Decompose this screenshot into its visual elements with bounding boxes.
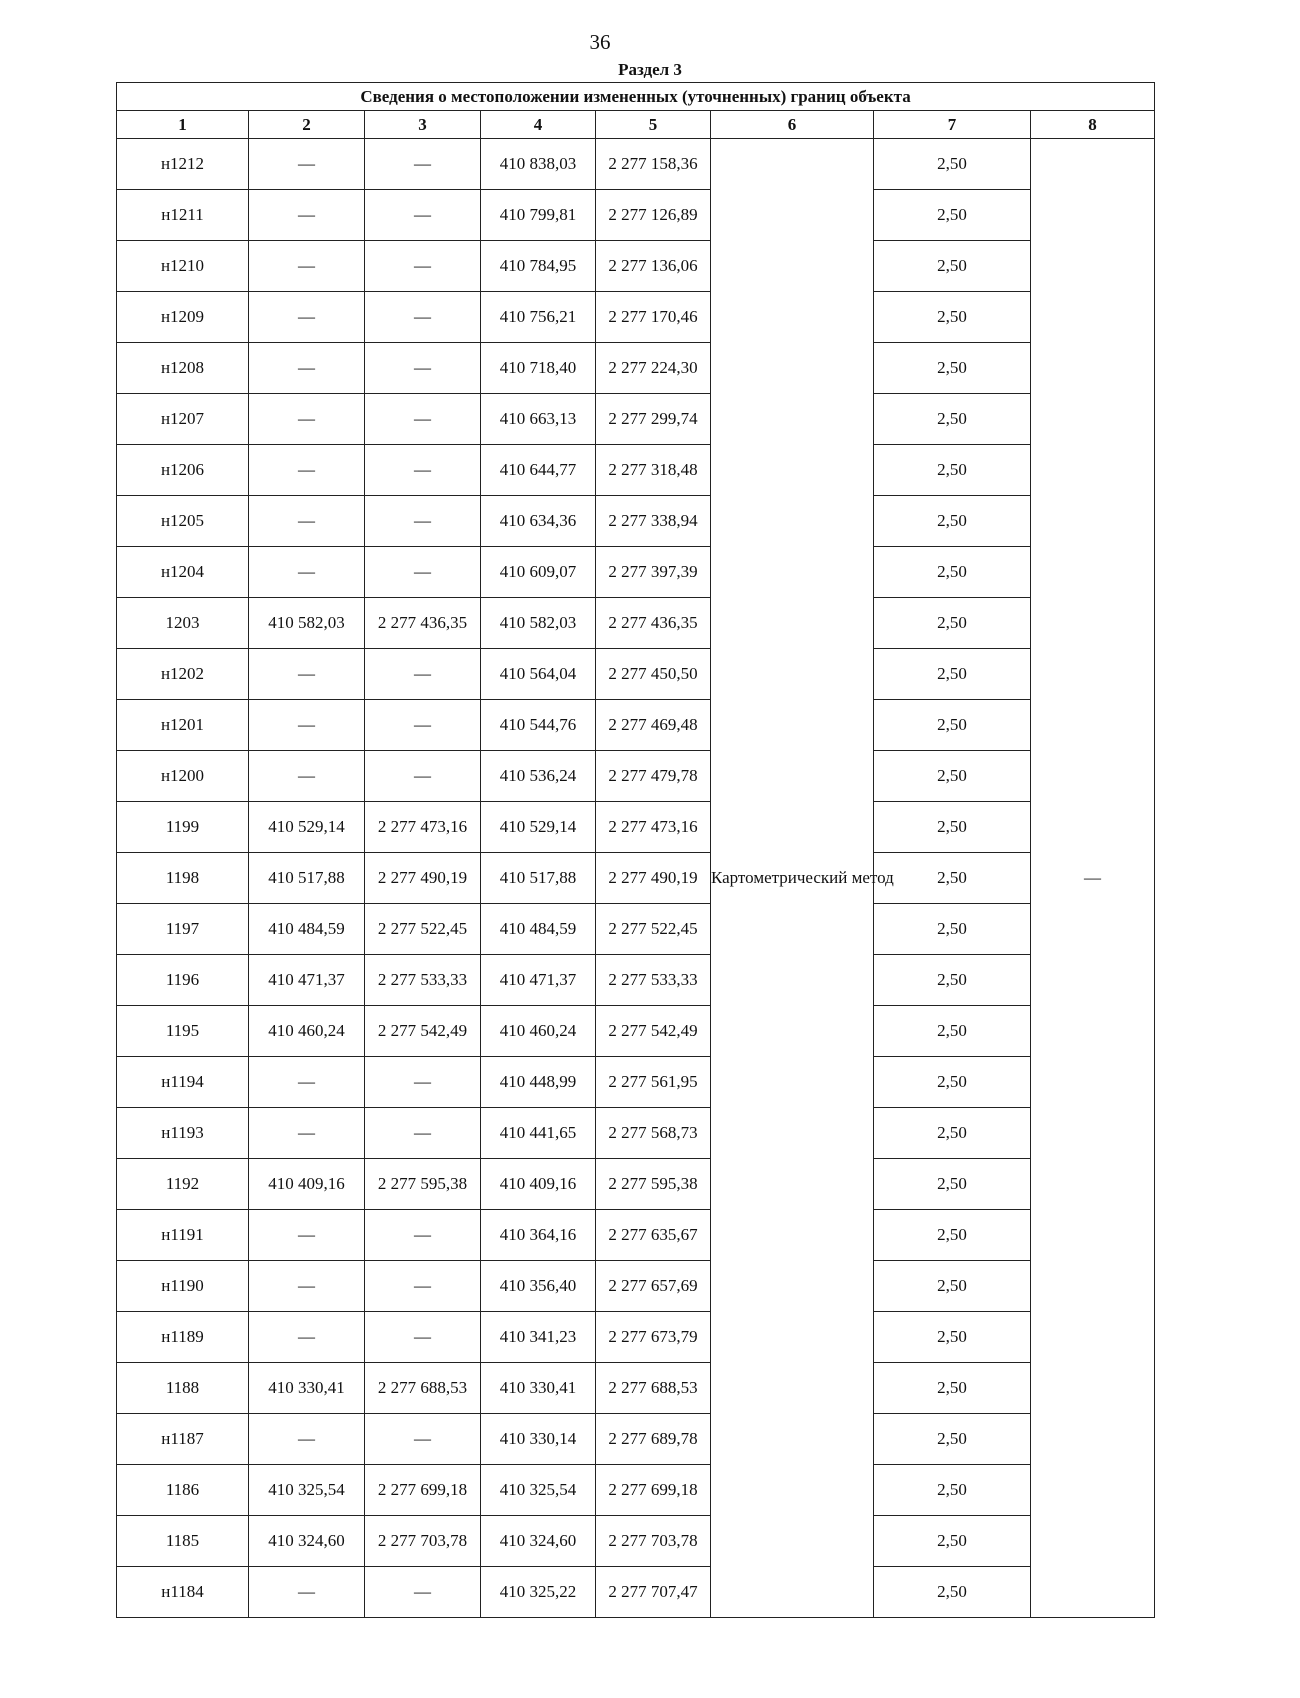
new-y-cell: 2 277 469,48 — [596, 700, 711, 751]
existing-y-cell: — — [365, 1567, 481, 1618]
table-row — [117, 598, 1155, 649]
existing-y-cell: — — [365, 1261, 481, 1312]
new-x-cell: 410 644,77 — [481, 445, 596, 496]
existing-y-cell: — — [365, 1414, 481, 1465]
point-number-cell: 1186 — [117, 1465, 249, 1516]
page-number: 36 — [589, 30, 611, 54]
accuracy-cell: 2,50 — [874, 139, 1031, 190]
table-row — [117, 547, 1155, 598]
table-row — [117, 1261, 1155, 1312]
accuracy-cell: 2,50 — [874, 1108, 1031, 1159]
new-y-cell: 2 277 490,19 — [596, 853, 711, 904]
table-row — [117, 394, 1155, 445]
table-row — [117, 1159, 1155, 1210]
point-number-cell: 1198 — [117, 853, 249, 904]
column-number-row — [117, 111, 1155, 139]
table-row — [117, 1363, 1155, 1414]
column-number-2: 2 — [249, 111, 365, 139]
column-number-3: 3 — [365, 111, 481, 139]
new-y-cell: 2 277 657,69 — [596, 1261, 711, 1312]
existing-y-cell: — — [365, 394, 481, 445]
new-y-cell: 2 277 136,06 — [596, 241, 711, 292]
point-number-cell: н1187 — [117, 1414, 249, 1465]
existing-y-cell: — — [365, 1108, 481, 1159]
point-number-cell: н1193 — [117, 1108, 249, 1159]
point-number-cell: 1195 — [117, 1006, 249, 1057]
accuracy-cell: 2,50 — [874, 394, 1031, 445]
new-x-cell: 410 517,88 — [481, 853, 596, 904]
new-y-cell: 2 277 318,48 — [596, 445, 711, 496]
table-row — [117, 1465, 1155, 1516]
column-number-7: 7 — [874, 111, 1031, 139]
existing-x-cell: — — [249, 343, 365, 394]
existing-y-cell: — — [365, 751, 481, 802]
table-row — [117, 955, 1155, 1006]
accuracy-cell: 2,50 — [874, 1465, 1031, 1516]
table-row — [117, 1567, 1155, 1618]
column-number-8: 8 — [1031, 111, 1155, 139]
point-number-cell: н1190 — [117, 1261, 249, 1312]
existing-x-cell: — — [249, 1108, 365, 1159]
existing-y-cell: — — [365, 190, 481, 241]
table-row — [117, 649, 1155, 700]
table-row — [117, 1414, 1155, 1465]
table-row — [117, 1006, 1155, 1057]
new-x-cell: 410 582,03 — [481, 598, 596, 649]
accuracy-cell: 2,50 — [874, 751, 1031, 802]
existing-x-cell: 410 330,41 — [249, 1363, 365, 1414]
table-row — [117, 343, 1155, 394]
accuracy-cell: 2,50 — [874, 292, 1031, 343]
existing-x-cell: — — [249, 1312, 365, 1363]
new-y-cell: 2 277 561,95 — [596, 1057, 711, 1108]
accuracy-cell: 2,50 — [874, 1516, 1031, 1567]
point-number-cell: н1201 — [117, 700, 249, 751]
accuracy-cell: 2,50 — [874, 1057, 1031, 1108]
existing-x-cell: — — [249, 547, 365, 598]
accuracy-cell: 2,50 — [874, 649, 1031, 700]
new-x-cell: 410 799,81 — [481, 190, 596, 241]
new-x-cell: 410 634,36 — [481, 496, 596, 547]
point-number-cell: н1204 — [117, 547, 249, 598]
table-row — [117, 1312, 1155, 1363]
existing-x-cell: — — [249, 1210, 365, 1261]
existing-x-cell: — — [249, 394, 365, 445]
accuracy-cell: 2,50 — [874, 547, 1031, 598]
point-number-cell: н1207 — [117, 394, 249, 445]
accuracy-cell: 2,50 — [874, 802, 1031, 853]
existing-y-cell: — — [365, 445, 481, 496]
existing-y-cell: 2 277 533,33 — [365, 955, 481, 1006]
accuracy-cell: 2,50 — [874, 955, 1031, 1006]
new-x-cell: 410 409,16 — [481, 1159, 596, 1210]
point-number-cell: н1212 — [117, 139, 249, 190]
new-x-cell: 410 609,07 — [481, 547, 596, 598]
table-row — [117, 139, 1155, 190]
new-y-cell: 2 277 673,79 — [596, 1312, 711, 1363]
accuracy-cell: 2,50 — [874, 241, 1031, 292]
existing-y-cell: — — [365, 700, 481, 751]
existing-x-cell: — — [249, 139, 365, 190]
point-number-cell: н1209 — [117, 292, 249, 343]
existing-x-cell: 410 484,59 — [249, 904, 365, 955]
existing-y-cell: — — [365, 1057, 481, 1108]
existing-x-cell: — — [249, 445, 365, 496]
existing-y-cell: 2 277 595,38 — [365, 1159, 481, 1210]
accuracy-cell: 2,50 — [874, 190, 1031, 241]
accuracy-cell: 2,50 — [874, 1414, 1031, 1465]
new-y-cell: 2 277 436,35 — [596, 598, 711, 649]
existing-x-cell: — — [249, 1057, 365, 1108]
column-number-5: 5 — [596, 111, 711, 139]
table-row — [117, 445, 1155, 496]
new-y-cell: 2 277 450,50 — [596, 649, 711, 700]
existing-y-cell: — — [365, 139, 481, 190]
existing-y-cell: — — [365, 649, 481, 700]
accuracy-cell: 2,50 — [874, 1363, 1031, 1414]
existing-y-cell: — — [365, 496, 481, 547]
new-x-cell: 410 448,99 — [481, 1057, 596, 1108]
table-row — [117, 1516, 1155, 1567]
new-y-cell: 2 277 473,16 — [596, 802, 711, 853]
table-caption: Сведения о местоположении измененных (уточненных) границ объекта — [117, 83, 1155, 111]
point-number-cell: 1188 — [117, 1363, 249, 1414]
new-y-cell: 2 277 703,78 — [596, 1516, 711, 1567]
existing-x-cell: 410 517,88 — [249, 853, 365, 904]
table-row — [117, 1108, 1155, 1159]
existing-x-cell: 410 582,03 — [249, 598, 365, 649]
existing-y-cell: 2 277 436,35 — [365, 598, 481, 649]
existing-y-cell: — — [365, 292, 481, 343]
new-y-cell: 2 277 699,18 — [596, 1465, 711, 1516]
description-cell: — — [1031, 139, 1155, 1618]
table-row — [117, 241, 1155, 292]
new-y-cell: 2 277 595,38 — [596, 1159, 711, 1210]
new-x-cell: 410 325,54 — [481, 1465, 596, 1516]
existing-x-cell: 410 324,60 — [249, 1516, 365, 1567]
new-x-cell: 410 325,22 — [481, 1567, 596, 1618]
table-row — [117, 700, 1155, 751]
existing-x-cell: — — [249, 649, 365, 700]
section-title: Раздел 3 — [618, 60, 682, 79]
accuracy-cell: 2,50 — [874, 904, 1031, 955]
existing-y-cell: 2 277 522,45 — [365, 904, 481, 955]
new-x-cell: 410 330,14 — [481, 1414, 596, 1465]
new-x-cell: 410 564,04 — [481, 649, 596, 700]
accuracy-cell: 2,50 — [874, 1210, 1031, 1261]
new-x-cell: 410 536,24 — [481, 751, 596, 802]
new-y-cell: 2 277 397,39 — [596, 547, 711, 598]
new-x-cell: 410 484,59 — [481, 904, 596, 955]
existing-y-cell: 2 277 699,18 — [365, 1465, 481, 1516]
new-y-cell: 2 277 299,74 — [596, 394, 711, 445]
existing-x-cell: — — [249, 241, 365, 292]
existing-y-cell: 2 277 490,19 — [365, 853, 481, 904]
existing-y-cell: — — [365, 1210, 481, 1261]
column-number-1: 1 — [117, 111, 249, 139]
point-number-cell: н1206 — [117, 445, 249, 496]
existing-x-cell: — — [249, 1567, 365, 1618]
existing-x-cell: — — [249, 1261, 365, 1312]
new-y-cell: 2 277 533,33 — [596, 955, 711, 1006]
new-y-cell: 2 277 126,89 — [596, 190, 711, 241]
new-x-cell: 410 784,95 — [481, 241, 596, 292]
table-row — [117, 190, 1155, 241]
new-x-cell: 410 663,13 — [481, 394, 596, 445]
existing-x-cell: 410 409,16 — [249, 1159, 365, 1210]
point-number-cell: н1194 — [117, 1057, 249, 1108]
new-x-cell: 410 756,21 — [481, 292, 596, 343]
point-number-cell: 1197 — [117, 904, 249, 955]
new-y-cell: 2 277 522,45 — [596, 904, 711, 955]
point-number-cell: н1208 — [117, 343, 249, 394]
new-y-cell: 2 277 707,47 — [596, 1567, 711, 1618]
new-x-cell: 410 838,03 — [481, 139, 596, 190]
existing-x-cell: — — [249, 700, 365, 751]
new-x-cell: 410 441,65 — [481, 1108, 596, 1159]
existing-y-cell: 2 277 703,78 — [365, 1516, 481, 1567]
method-cell: Картометрический метод — [711, 139, 874, 1618]
new-y-cell: 2 277 479,78 — [596, 751, 711, 802]
new-y-cell: 2 277 542,49 — [596, 1006, 711, 1057]
new-y-cell: 2 277 635,67 — [596, 1210, 711, 1261]
accuracy-cell: 2,50 — [874, 1312, 1031, 1363]
existing-y-cell: — — [365, 343, 481, 394]
new-x-cell: 410 544,76 — [481, 700, 596, 751]
new-x-cell: 410 364,16 — [481, 1210, 596, 1261]
point-number-cell: н1184 — [117, 1567, 249, 1618]
new-y-cell: 2 277 568,73 — [596, 1108, 711, 1159]
table-row — [117, 802, 1155, 853]
new-x-cell: 410 324,60 — [481, 1516, 596, 1567]
point-number-cell: н1202 — [117, 649, 249, 700]
column-number-6: 6 — [711, 111, 874, 139]
existing-x-cell: 410 325,54 — [249, 1465, 365, 1516]
existing-y-cell: — — [365, 547, 481, 598]
existing-x-cell: — — [249, 1414, 365, 1465]
accuracy-cell: 2,50 — [874, 1159, 1031, 1210]
existing-x-cell: — — [249, 190, 365, 241]
point-number-cell: н1211 — [117, 190, 249, 241]
new-y-cell: 2 277 224,30 — [596, 343, 711, 394]
table-body — [117, 139, 1155, 1618]
point-number-cell: н1205 — [117, 496, 249, 547]
new-y-cell: 2 277 158,36 — [596, 139, 711, 190]
point-number-cell: н1200 — [117, 751, 249, 802]
accuracy-cell: 2,50 — [874, 343, 1031, 394]
table-row — [117, 292, 1155, 343]
existing-x-cell: 410 529,14 — [249, 802, 365, 853]
point-number-cell: н1210 — [117, 241, 249, 292]
table-row — [117, 1057, 1155, 1108]
table-row — [117, 496, 1155, 547]
accuracy-cell: 2,50 — [874, 853, 1031, 904]
point-number-cell: 1192 — [117, 1159, 249, 1210]
existing-y-cell: 2 277 473,16 — [365, 802, 481, 853]
existing-x-cell: — — [249, 751, 365, 802]
point-number-cell: 1196 — [117, 955, 249, 1006]
point-number-cell: н1189 — [117, 1312, 249, 1363]
boundary-table — [116, 82, 1155, 1618]
point-number-cell: 1185 — [117, 1516, 249, 1567]
existing-x-cell: — — [249, 496, 365, 547]
table-row — [117, 904, 1155, 955]
new-x-cell: 410 460,24 — [481, 1006, 596, 1057]
point-number-cell: 1199 — [117, 802, 249, 853]
new-x-cell: 410 330,41 — [481, 1363, 596, 1414]
accuracy-cell: 2,50 — [874, 496, 1031, 547]
new-y-cell: 2 277 170,46 — [596, 292, 711, 343]
accuracy-cell: 2,50 — [874, 598, 1031, 649]
new-y-cell: 2 277 689,78 — [596, 1414, 711, 1465]
accuracy-cell: 2,50 — [874, 445, 1031, 496]
accuracy-cell: 2,50 — [874, 1567, 1031, 1618]
existing-y-cell: 2 277 542,49 — [365, 1006, 481, 1057]
existing-y-cell: — — [365, 241, 481, 292]
existing-y-cell: — — [365, 1312, 481, 1363]
point-number-cell: н1191 — [117, 1210, 249, 1261]
new-y-cell: 2 277 688,53 — [596, 1363, 711, 1414]
point-number-cell: 1203 — [117, 598, 249, 649]
new-x-cell: 410 529,14 — [481, 802, 596, 853]
new-x-cell: 410 471,37 — [481, 955, 596, 1006]
table-row — [117, 751, 1155, 802]
table-row — [117, 853, 1155, 904]
column-number-4: 4 — [481, 111, 596, 139]
existing-x-cell: 410 471,37 — [249, 955, 365, 1006]
new-y-cell: 2 277 338,94 — [596, 496, 711, 547]
existing-x-cell: 410 460,24 — [249, 1006, 365, 1057]
existing-y-cell: 2 277 688,53 — [365, 1363, 481, 1414]
accuracy-cell: 2,50 — [874, 700, 1031, 751]
existing-x-cell: — — [249, 292, 365, 343]
accuracy-cell: 2,50 — [874, 1006, 1031, 1057]
new-x-cell: 410 341,23 — [481, 1312, 596, 1363]
new-x-cell: 410 356,40 — [481, 1261, 596, 1312]
table-row — [117, 1210, 1155, 1261]
accuracy-cell: 2,50 — [874, 1261, 1031, 1312]
new-x-cell: 410 718,40 — [481, 343, 596, 394]
